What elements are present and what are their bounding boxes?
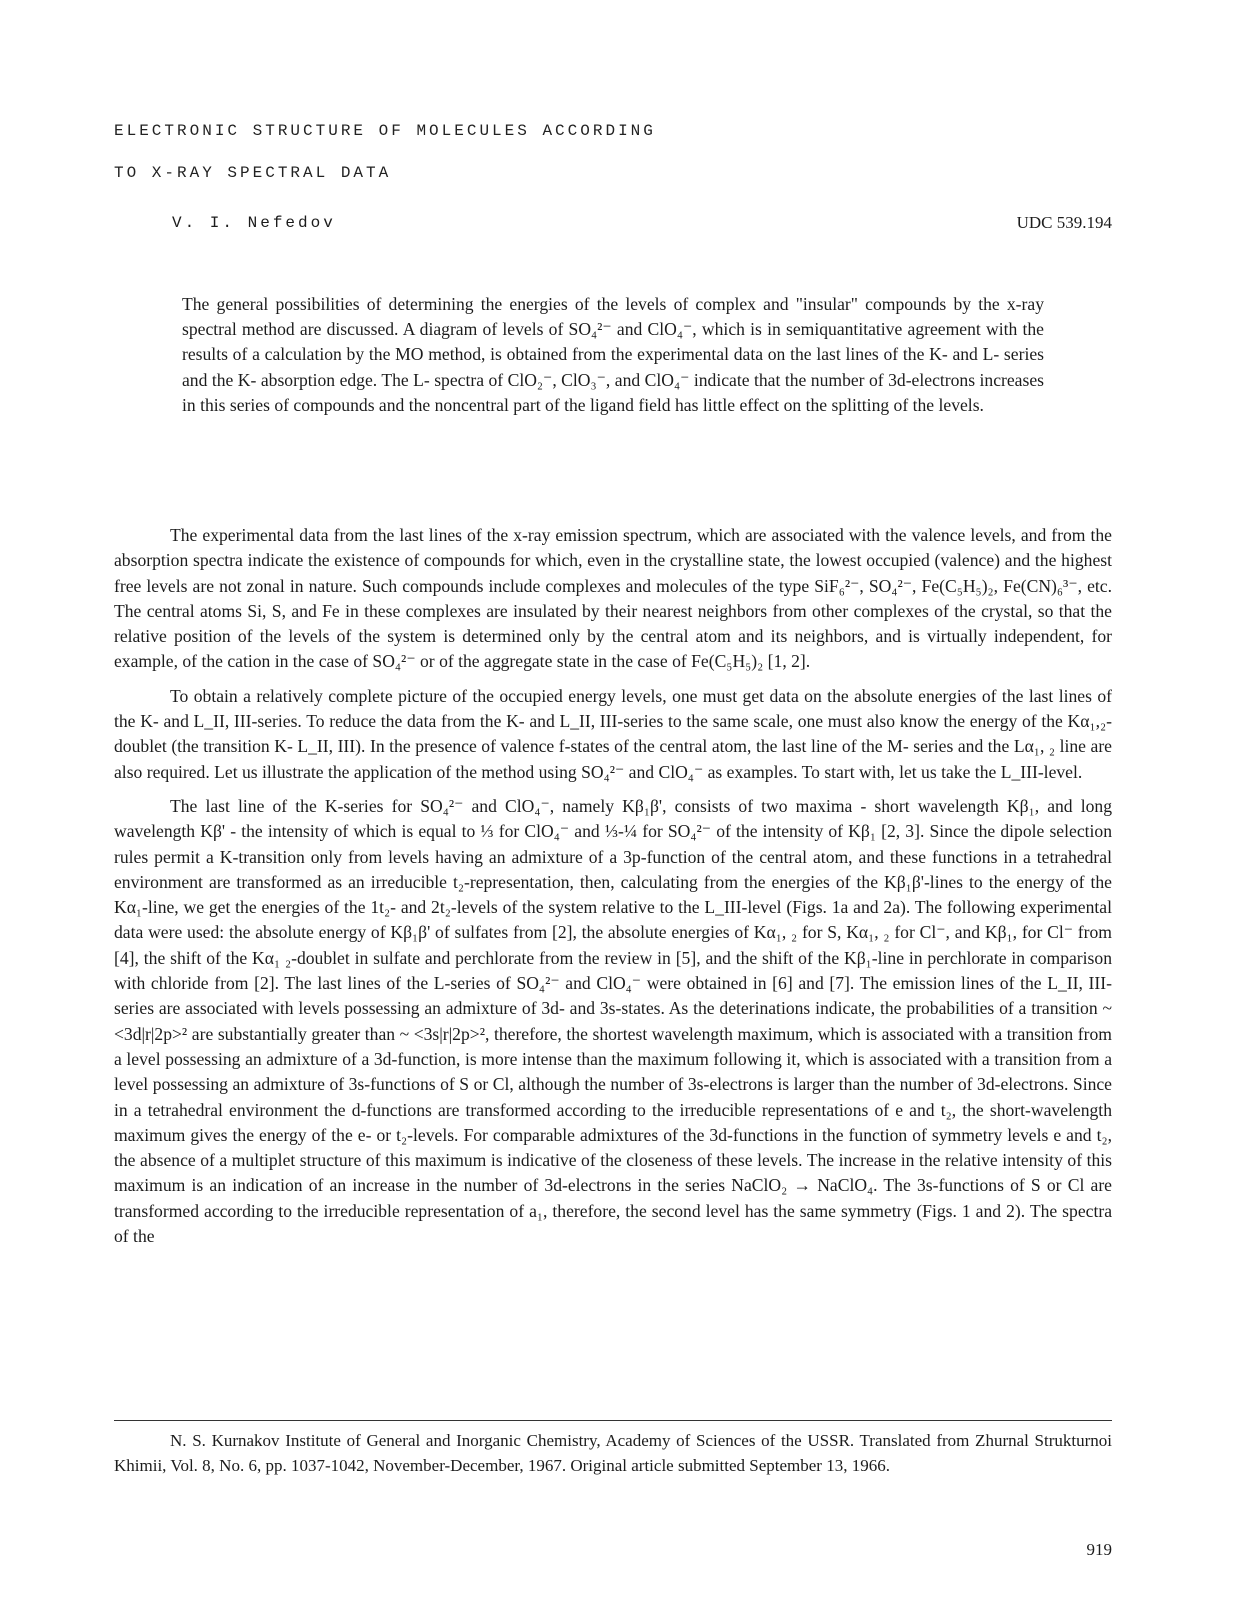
body-paragraph-1: The experimental data from the last lines of the x-ray emission spectrum, which are associated with the valence levels, and from the absorption spectra indicate the existence of compounds for which, even in the crystalline state, the lowest occupied (valence) and the highest free levels are not zonal in nature. Such compounds include complexes and molecules of the type SiF₆²⁻, SO₄²⁻, Fe(C₅H₅)₂, Fe(CN)₆³⁻, etc. The central atoms Si, S, and Fe in these complexes are insulated by their nearest neighbors from other complexes of the crystal, so that the relative position of the levels of the system is determined only by the central atom and its neighbors, and is virtually independent, for example, of the cation in the case of SO₄²⁻ or of the aggregate state in the case of Fe(C₅H₅)₂ [1, 2].: [114, 525, 1112, 672]
article-title-line-1: ELECTRONIC STRUCTURE OF MOLECULES ACCORDING: [114, 122, 656, 140]
udc-code: UDC 539.194: [1016, 213, 1112, 232]
footnote: N. S. Kurnakov Institute of General and Inorganic Chemistry, Academy of Sciences of the USSR. Translated from Zhurnal Strukturnoi Khimii, Vol. 8, No. 6, pp. 1037-1042, November-December, 1967. Original article submitted September 13, 1966.: [114, 1431, 1112, 1475]
article-body: [114, 523, 1112, 1258]
body-paragraph-3: The last line of the K-series for SO₄²⁻ and ClO₄⁻, namely Kβ₁β', consists of two maxima - short wavelength Kβ₁, and long wavelength Kβ' - the intensity of which is equal to ⅓ for ClO₄⁻ and ⅓-¼ for SO₄²⁻ of the intensity of Kβ₁ [2, 3]. Since the dipole selection rules permit a K-transition only from levels having an admixture of a 3p-function of the central atom, and these functions in a tetrahedral environment are transformed as an irreducible t₂-representation, then, calculating from the energies of the Kβ₁β'-lines to the energy of the Kα₁-line, we get the energies of the 1t₂- and 2t₂-levels of the system relative to the L_III-level (Figs. 1a and 2a). The following experimental data were used: the absolute energy of Kβ₁β' of sulfates from [2], the absolute energies of Kα₁, ₂ for S, Kα₁, ₂ for Cl⁻, and Kβ₁, for Cl⁻ from [4], the shift of the Kα₁ ₂-doublet in sulfate and perchlorate from the review in [5], and the shift of the Kβ₁-line in perchlorate in comparison with chloride from [2]. The last lines of the L-series of SO₄²⁻ and ClO₄⁻ were obtained in [6] and [7]. The emission lines of the L_II, III-series are associated with levels possessing an admixture of 3d- and 3s-states. As the deterinations indicate, the probabilities of a transition ~ <3d|r|2p>² are substantially greater than ~ <3s|r|2p>², therefore, the shortest wavelength maximum, which is associated with a transition from a level possessing an admixture of a 3d-function, is more intense than the maximum following it, which is associated with a transition from a level possessing an admixture of 3s-functions of S or Cl, although the number of 3s-electrons is larger than the number of 3d-electrons. Since in a tetrahedral environment the d-functions are transformed according to the irreducible representations of e and t₂, the short-wavelength maximum gives the energy of the e- or t₂-levels. For comparable admixtures of the 3d-functions in the function of symmetry levels e and t₂, the absence of a multiplet structure of this maximum is indicative of the closeness of these levels. The increase in the relative intensity of this maximum is an indication of an increase in the number of 3d-electrons in the series NaClO₂ → NaClO₄. The 3s-functions of S or Cl are transformed according to the irreducible representation of a₁, therefore, the second level has the same symmetry (Figs. 1 and 2). The spectra of the: [114, 795, 1112, 1247]
author-name: V. I. Nefedov: [172, 214, 336, 232]
abstract-text: The general possibilities of determining the energies of the levels of complex and "insular" compounds by the x-ray spectral method are discussed. A diagram of levels of SO₄²⁻ and ClO₄⁻, which is in semiquantitative agreement with the results of a calculation by the MO method, is obtained from the experimental data on the last lines of the K- and L- series and the K- absorption edge. The L- spectra of ClO₂⁻, ClO₃⁻, and ClO₄⁻ indicate that the number of 3d-electrons increases in this series of compounds and the noncentral part of the ligand field has little effect on the splitting of the levels.: [182, 294, 1044, 415]
footnote-rule: [114, 1420, 1112, 1421]
page-number: 919: [1086, 1540, 1112, 1559]
body-paragraph-2: To obtain a relatively complete picture of the occupied energy levels, one must get data on the absolute energies of the last lines of the K- and L_II, III-series. To reduce the data from the K- and L_II, III-series to the same scale, one must also know the energy of the Kα₁,₂-doublet (the transition K- L_II, III). In the presence of valence f-states of the central atom, the last line of the M- series and the Lα₁, ₂ line are also required. Let us illustrate the application of the method using SO₄²⁻ and ClO₄⁻ as examples. To start with, let us take the L_III-level.: [114, 685, 1112, 782]
article-title-line-2: TO X-RAY SPECTRAL DATA: [114, 164, 392, 182]
abstract: [182, 292, 1044, 418]
